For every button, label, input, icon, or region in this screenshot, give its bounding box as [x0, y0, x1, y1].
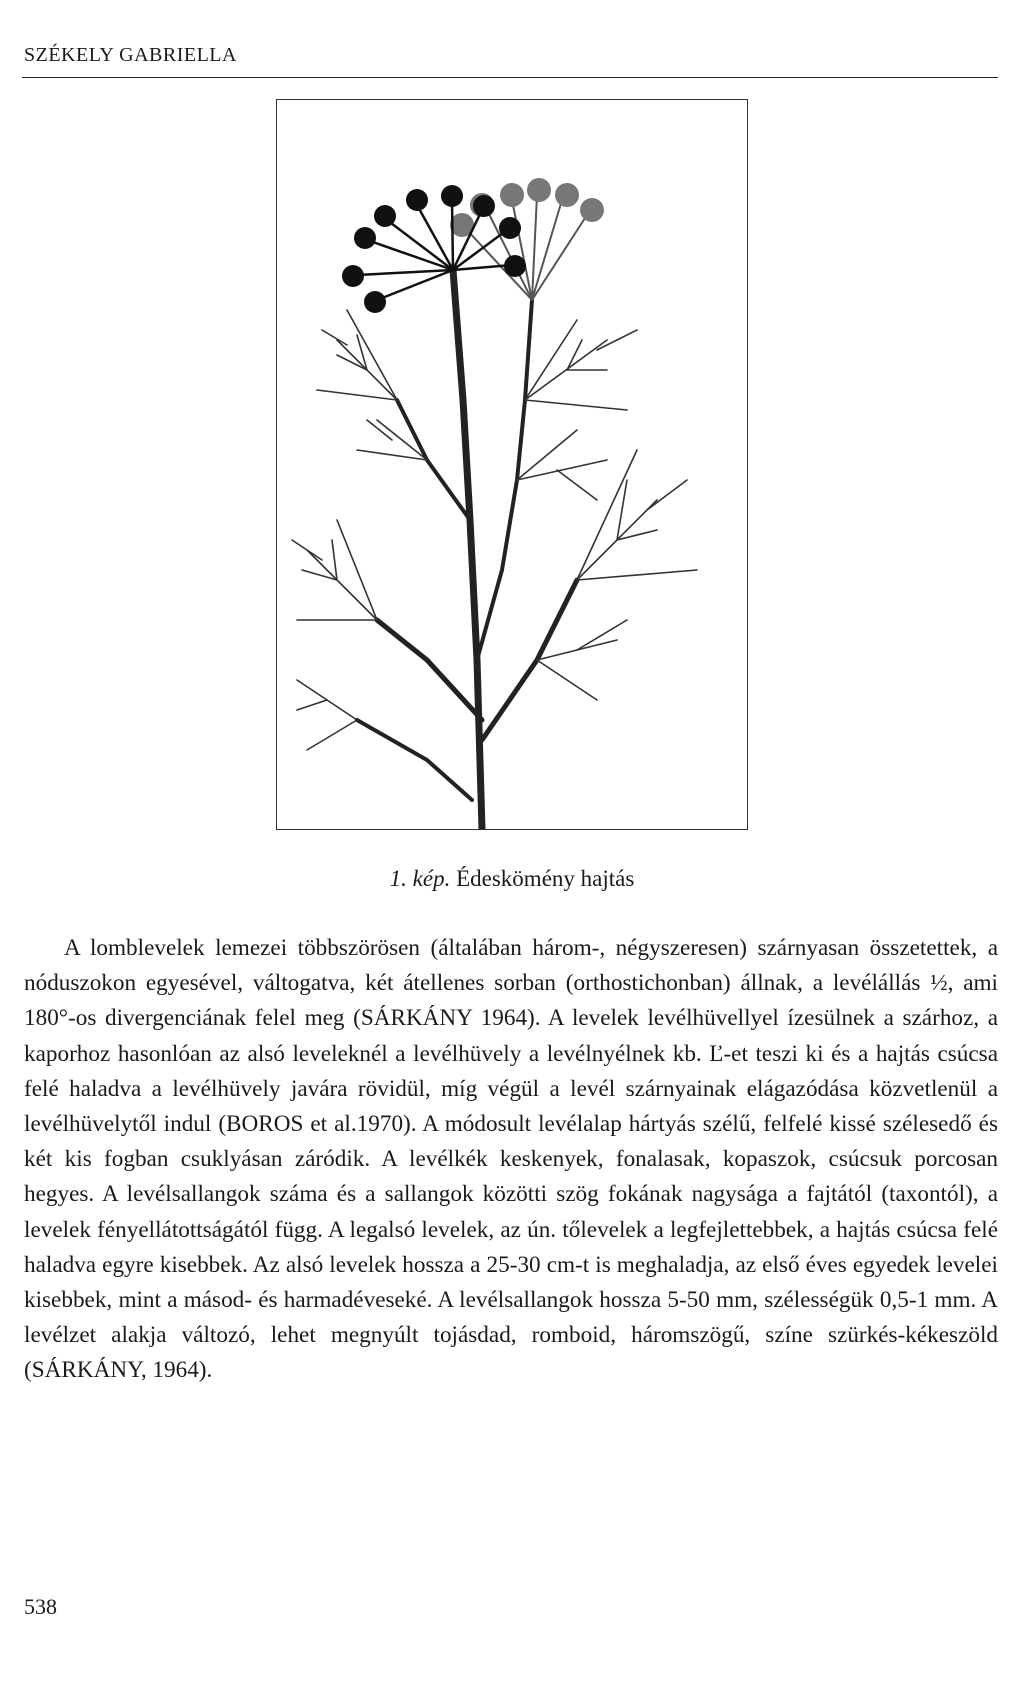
figure-caption	[0, 866, 1024, 892]
caption-text: Édeskömény hajtás	[456, 866, 635, 891]
page-number: 538	[24, 1594, 57, 1619]
body-text	[24, 931, 998, 1389]
running-head: SZÉKELY GABRIELLA	[24, 44, 237, 66]
body-paragraph: A lomblevelek lemezei többszörösen (általában három-, négyszeresen) szárnyasan összetettek, a nóduszokon egyesével, váltogatva, két átellenes sorban (orthostichonban) állnak, a levélállás ½, ami 180°-os divergenciának felel meg (SÁRKÁNY 1964). A levelek levélhüvellyel ízesülnek a szárhoz, a kaporhoz hasonlóan az alsó leveleknél a levélhüvely a levélnyélnek kb. Ľ-et teszi ki és a hajtás csúcsa felé haladva a levélhüvely javára rövidül, míg végül a levél szárnyainak elágazódása közvetlenül a levélhüvelytől indul (BOROS et al.1970). A módosult levélalap hártyás szélű, felfelé kissé szélesedő és két kis fogban csuklyásan záródik. A levélkék keskenyek, fonalasak, kopaszok, csúcsuk porcosan hegyes. A levélsallangok száma és a sallangok közötti szög fokának nagysága a fajtától (taxontól), a levelek fényellátottságától függ. A legalsó levelek, az ún. tőlevelek a legfejlettebbek, a hajtás csúcsa felé haladva egyre kisebbek. Az alsó levelek hossza a 25-30 cm-t is meghaladja, az első éves egyedek levelei kisebbek, mint a másod- és harmadéveseké. A levélsallangok hossza 5-50 mm, szélességük 0,5-1 mm. A levélzet alakja változó, lehet megnyúlt tojásdad, romboid, háromszögű, színe szürkés-kékeszöld (SÁRKÁNY, 1964).	[24, 935, 998, 1384]
figure-illustration	[276, 99, 748, 830]
caption-number: 1. kép.	[389, 866, 451, 891]
fennel-drawing	[277, 100, 747, 829]
header-rule	[22, 77, 998, 78]
